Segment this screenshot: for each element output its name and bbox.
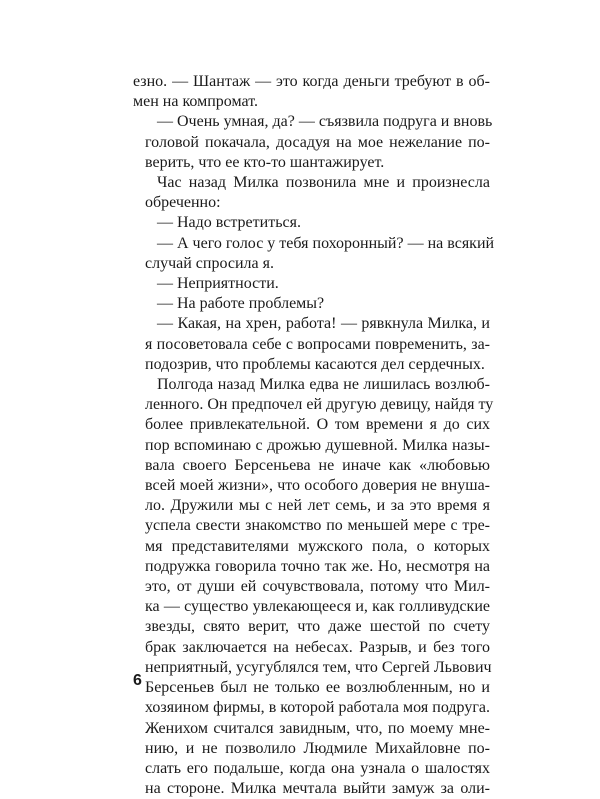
text-line: ка — существо увлекающееся и, как голливудские	[145, 598, 490, 616]
text-line: брак заключается на небесах. Разрыв, и без того	[145, 638, 490, 656]
text-line: более привлекательной. О том времени я до сих	[145, 416, 490, 434]
paragraph	[133, 112, 493, 173]
paragraph	[133, 314, 490, 375]
paragraph	[133, 274, 490, 294]
text-line: я посоветовала себе с вопросами повременить, за-	[145, 335, 490, 353]
text-line: подозрив, что проблемы касаются дел сердечных.	[145, 355, 485, 373]
text-line: езно. — Шантаж — это когда деньги требуют в об-	[133, 73, 490, 90]
text-line: всей моей жизни», что особого доверия не внуша-	[145, 477, 490, 495]
text-line: слать его подальше, когда она узнала о шалостях	[145, 759, 490, 777]
text-line: — Надо встретиться.	[157, 214, 301, 232]
paragraph	[133, 213, 490, 233]
text-line: — Какая, на хрен, работа! — рявкнула Милка, и	[157, 315, 490, 333]
text-line: мя представителями мужского пола, о которых	[145, 537, 490, 555]
text-line: Берсеньев был не только ее возлюбленным, но и	[145, 679, 490, 697]
text-line: — А чего голос у тебя похоронный? — на всякий	[157, 234, 495, 252]
text-line: хозяином фирмы, в которой работала моя подруга.	[145, 699, 490, 717]
text-line: Женихом считался завидным, что, по моему мне-	[145, 719, 490, 737]
text-line: это, от души ей сочувствовала, потому что Мил-	[145, 578, 490, 596]
paragraph	[133, 294, 490, 314]
paragraph	[133, 173, 490, 213]
text-line: случай спросила я.	[145, 254, 274, 272]
text-line: ло. Дружили мы с ней лет семь, и за это время я	[145, 497, 490, 515]
text-line: успела свести знакомство по меньшей мере с тре-	[145, 517, 490, 535]
text-line: — Очень умная, да? — съязвила подруга и вновь	[157, 113, 493, 131]
paragraph	[133, 375, 494, 799]
text-line: Полгода назад Милка едва не лишилась возлюб-	[157, 376, 490, 394]
text-line: звезды, свято верит, что даже шестой по счету	[145, 618, 490, 636]
paragraph	[133, 72, 490, 112]
text-line: на стороне. Милка мечтала выйти замуж за оли-	[145, 780, 490, 798]
text-line: пор вспоминаю с дрожью душевной. Милка назы-	[145, 436, 490, 454]
text-line: нию, и не позволило Людмиле Михайловне по-	[145, 739, 490, 757]
text-line: — На работе проблемы?	[157, 295, 325, 313]
page-number: 6	[133, 672, 142, 689]
text-line: подружка говорила точно так же. Но, несмотря на	[145, 557, 490, 575]
text-line: головой покачала, досадуя на мое нежелание по-	[145, 133, 490, 151]
text-line: верить, что ее кто-то шантажирует.	[145, 153, 385, 171]
text-line: неприятный, усугублялся тем, что Сергей Львович	[145, 658, 492, 676]
text-line: обреченно:	[145, 194, 221, 212]
body-text	[133, 72, 495, 799]
text-line: — Неприятности.	[157, 275, 279, 293]
text-line: Час назад Милка позвонила мне и произнесла	[157, 174, 490, 192]
paragraph	[133, 234, 495, 274]
text-line: вала своего Берсеньева не иначе как «любовью	[145, 456, 490, 474]
text-line: мен на компромат.	[133, 93, 258, 111]
text-line: ленного. Он предпочел ей другую девицу, найдя ту	[145, 396, 494, 414]
